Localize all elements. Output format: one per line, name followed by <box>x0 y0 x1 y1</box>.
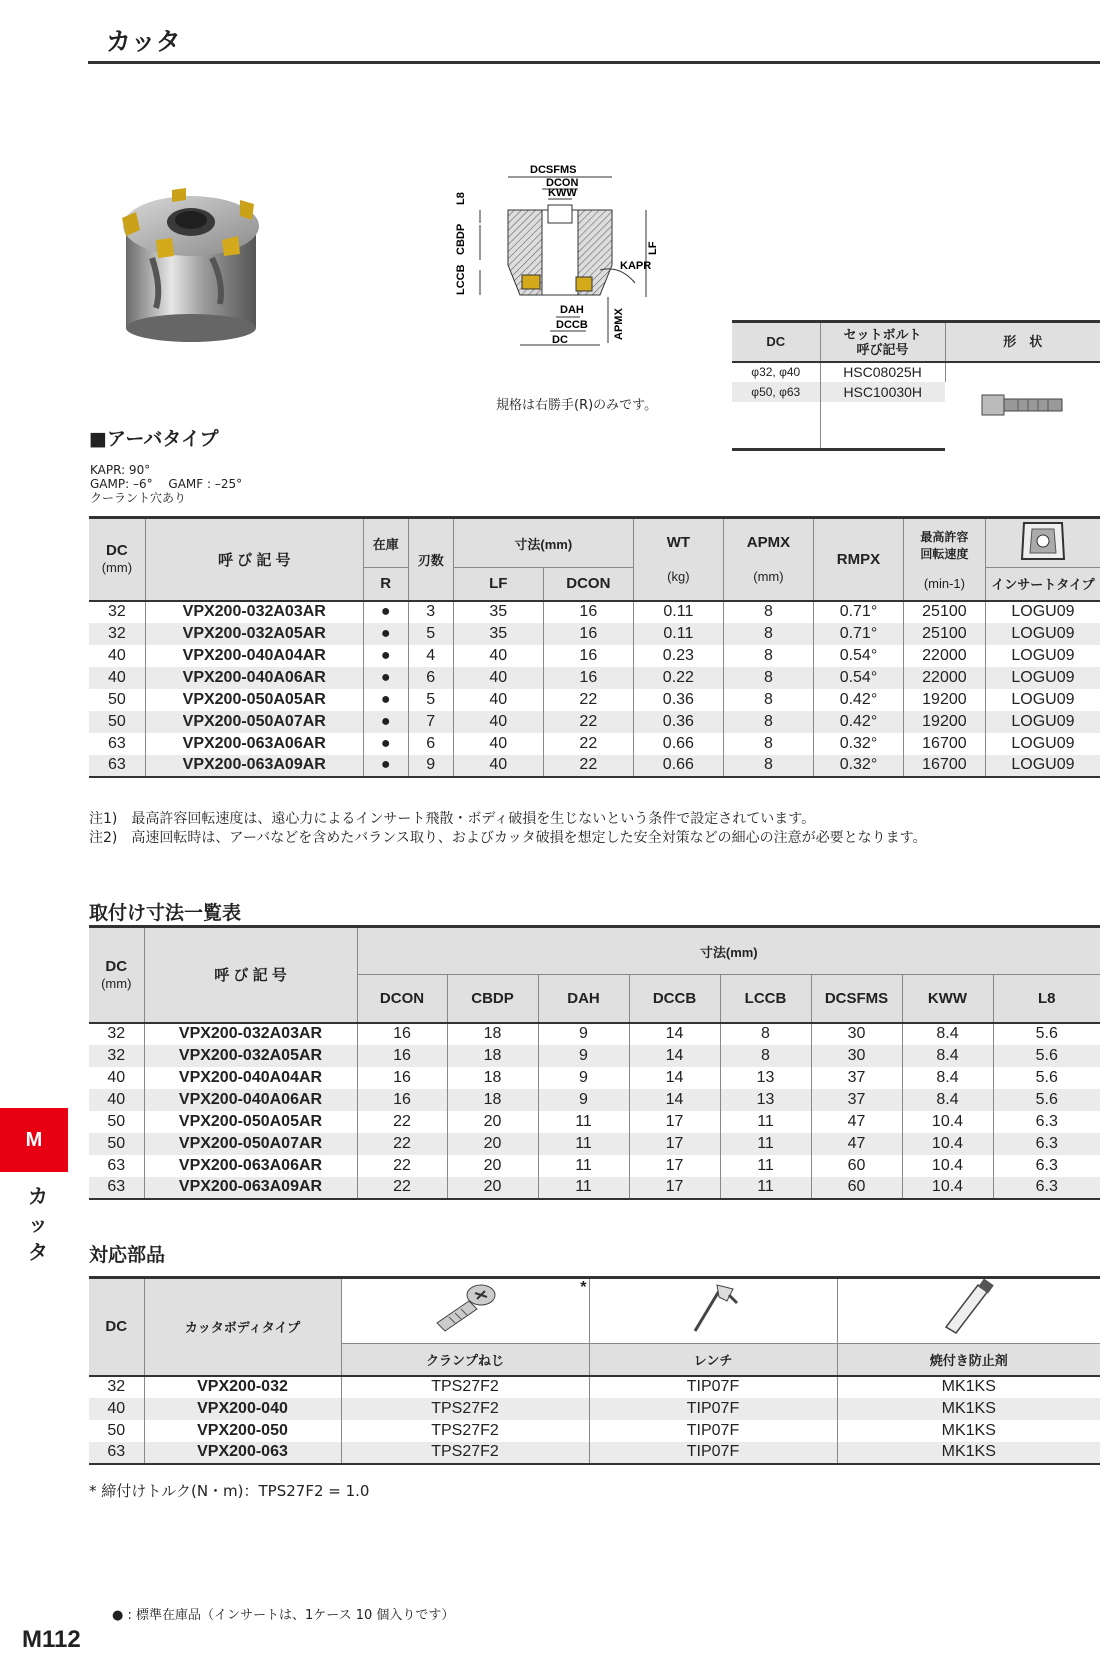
table-cell: 17 <box>629 1133 720 1155</box>
table-cell: 10.4 <box>902 1111 993 1133</box>
diagram-label-kww: KWW <box>548 187 577 199</box>
table-cell: VPX200-050A05AR <box>145 689 363 711</box>
table-cell: 8 <box>720 1045 811 1067</box>
table-cell: 22 <box>543 755 633 777</box>
table-cell: 40 <box>89 1067 144 1089</box>
table-cell: VPX200-032A05AR <box>144 1045 357 1067</box>
table-cell: 0.11 <box>633 623 723 645</box>
table-cell: 18 <box>447 1067 538 1089</box>
table-cell: MK1KS <box>941 1421 996 1439</box>
table-cell: 0.23 <box>633 645 723 667</box>
parts-table-body <box>89 1376 1100 1464</box>
bolt-dc: φ32, φ40 <box>732 362 820 382</box>
parts-col-grease-image <box>837 1278 1100 1344</box>
bolt-code: HSC08025H <box>820 362 945 382</box>
table-cell: 0.22 <box>633 667 723 689</box>
table-cell: 8 <box>723 667 813 689</box>
mount-col-dims: 寸法(mm) <box>357 927 1100 975</box>
table-cell: 6.3 <box>993 1133 1100 1155</box>
parts-title: 対応部品 <box>89 1244 166 1266</box>
parts-col-screw-image <box>341 1278 589 1344</box>
table-cell: ● <box>363 755 408 777</box>
table-cell: 9 <box>538 1067 629 1089</box>
col-dims: 寸法(mm) <box>453 518 633 568</box>
table-cell: TIP07F <box>589 1420 837 1442</box>
table-row <box>89 1023 1100 1045</box>
table-cell: 22 <box>357 1177 447 1199</box>
table-cell: 63 <box>89 1177 144 1199</box>
table-cell: 16700 <box>903 755 985 777</box>
table-cell: LOGU09 <box>985 623 1100 645</box>
table-cell: 11 <box>538 1155 629 1177</box>
table-cell: 9 <box>538 1023 629 1045</box>
table-cell: 8.4 <box>902 1023 993 1045</box>
table-cell: 37 <box>811 1089 902 1111</box>
col-code: 呼 び 記 号 <box>145 518 363 601</box>
table-cell: 11 <box>720 1177 811 1199</box>
torque-note: * 締付けトルク(N・m)：TPS27F2 = 1.0 <box>89 1482 370 1500</box>
table-row <box>89 1155 1100 1177</box>
table-cell: 63 <box>89 1442 144 1464</box>
mount-dims-title: 取付け寸法一覧表 <box>89 902 242 924</box>
table-cell: 40 <box>453 733 543 755</box>
section-tab-label: カッタ <box>28 1184 48 1264</box>
table-cell: VPX200-050A05AR <box>144 1111 357 1133</box>
table-cell: ● <box>363 645 408 667</box>
page-header <box>88 22 1100 64</box>
col-dcon: DCON <box>543 568 633 601</box>
table-cell: TPS27F2 <box>341 1442 589 1464</box>
spec-coolant: クーラント穴あり <box>90 491 187 505</box>
table-cell: 8 <box>723 733 813 755</box>
set-bolt-table <box>732 320 1100 451</box>
col-insert-image <box>985 518 1100 568</box>
diagram-label-dc: DC <box>552 334 568 346</box>
table-cell: 40 <box>453 711 543 733</box>
table-cell: 0.36 <box>633 689 723 711</box>
table-cell: 8 <box>723 755 813 777</box>
table-cell: 16 <box>543 645 633 667</box>
table-cell: 32 <box>89 1376 144 1398</box>
footer-note: ● : 標準在庫品（インサートは、1ケース 10 個入りです） <box>112 1608 455 1623</box>
table-cell: TIP07F <box>589 1442 837 1464</box>
table-cell: 3 <box>408 601 453 623</box>
mount-col-dah: DAH <box>538 975 629 1023</box>
table-cell: VPX200-040A06AR <box>144 1089 357 1111</box>
table-cell: 14 <box>629 1045 720 1067</box>
table-row <box>89 711 1100 733</box>
table-cell: 40 <box>453 667 543 689</box>
table-cell: 16 <box>543 601 633 623</box>
table-cell: VPX200-063A06AR <box>144 1155 357 1177</box>
col-stock: 在庫 <box>363 518 408 568</box>
table-row <box>89 1398 1100 1420</box>
table-cell: 0.36 <box>633 711 723 733</box>
notes <box>89 810 927 848</box>
table-cell: 40 <box>89 645 145 667</box>
table-cell: 8 <box>720 1023 811 1045</box>
table-cell: 16 <box>357 1067 447 1089</box>
table-cell: 20 <box>447 1155 538 1177</box>
table-cell: TPS27F2 <box>341 1398 589 1420</box>
table-cell: 8.4 <box>902 1045 993 1067</box>
table-cell: 8 <box>723 689 813 711</box>
table-cell: 18 <box>447 1045 538 1067</box>
table-cell: 16700 <box>903 733 985 755</box>
table-cell: 6 <box>408 667 453 689</box>
note-1: 注1) 最高許容回転速度は、遠心力によるインサート飛散・ボディ破損を生じないという条件で設定されています。 <box>89 811 816 827</box>
table-cell: 40 <box>453 689 543 711</box>
mount-col-cbdp: CBDP <box>447 975 538 1023</box>
table-cell: VPX200-040A04AR <box>144 1067 357 1089</box>
table-cell: ● <box>363 711 408 733</box>
table-cell: 40 <box>453 645 543 667</box>
table-row <box>89 667 1100 689</box>
parts-col-body: カッタボディタイプ <box>144 1278 341 1376</box>
table-cell: 40 <box>453 755 543 777</box>
table-cell: 20 <box>447 1133 538 1155</box>
table-cell: 0.71° <box>813 623 903 645</box>
table-cell: 13 <box>720 1089 811 1111</box>
table-cell: TIP07F <box>589 1376 837 1398</box>
table-cell: 8 <box>723 601 813 623</box>
table-cell: 17 <box>629 1111 720 1133</box>
table-cell: 22 <box>357 1111 447 1133</box>
table-row <box>89 1089 1100 1111</box>
table-cell: 6.3 <box>1035 1156 1058 1174</box>
parts-col-dc: DC <box>89 1278 144 1376</box>
diagram-label-cbdp: CBDP <box>455 223 467 255</box>
table-cell: ● <box>363 623 408 645</box>
table-cell: 0.66 <box>633 733 723 755</box>
table-cell: LOGU09 <box>985 667 1100 689</box>
table-cell: VPX200-050A07AR <box>144 1133 357 1155</box>
table-cell: 47 <box>811 1111 902 1133</box>
mount-col-dcsfms: DCSFMS <box>811 975 902 1023</box>
parts-col-grease: 焼付き防止剤 <box>837 1344 1100 1376</box>
diagram-label-kapr: KAPR <box>620 260 652 272</box>
table-row <box>89 601 1100 623</box>
table-row <box>89 1376 1100 1398</box>
table-row <box>89 689 1100 711</box>
table-cell: 60 <box>811 1177 902 1199</box>
table-cell: LOGU09 <box>1011 603 1075 620</box>
table-cell: 22 <box>357 1133 447 1155</box>
table-cell: 5.6 <box>1035 1068 1058 1086</box>
mount-col-dcon: DCON <box>357 975 447 1023</box>
mount-table-body <box>89 1023 1100 1199</box>
table-cell: 0.71° <box>813 601 903 623</box>
wrench-icon <box>683 1281 743 1337</box>
table-cell: 6.3 <box>1035 1112 1058 1130</box>
table-cell: 63 <box>89 733 145 755</box>
table-cell: VPX200-063 <box>144 1442 341 1464</box>
table-row <box>89 1177 1100 1199</box>
table-cell: 5 <box>408 623 453 645</box>
diagram-label-dccb: DCCB <box>556 319 588 331</box>
table-cell: ● <box>363 667 408 689</box>
bolt-shape-cell <box>945 362 1100 450</box>
col-wt: WT (kg) <box>633 518 723 601</box>
table-cell: 6.3 <box>993 1177 1100 1199</box>
insert-icon <box>1018 519 1068 563</box>
main-spec-table <box>89 516 1100 778</box>
diagram-label-apmx: APMX <box>613 308 625 340</box>
table-row <box>89 645 1100 667</box>
table-cell: 0.32° <box>813 733 903 755</box>
asterisk-mark: * <box>580 1279 587 1296</box>
cutter-dimension-diagram <box>455 164 720 365</box>
table-cell: 5 <box>408 689 453 711</box>
table-cell: 13 <box>720 1067 811 1089</box>
table-cell: VPX200-032A03AR <box>145 601 363 623</box>
col-rpm: 最高許容 回転速度 (min-1) <box>903 518 985 601</box>
table-cell: 9 <box>538 1089 629 1111</box>
table-cell: 19200 <box>903 689 985 711</box>
bolt-header-shape: 形 状 <box>945 322 1100 362</box>
table-cell: 32 <box>89 1023 144 1045</box>
table-cell: 47 <box>811 1133 902 1155</box>
table-cell: 18 <box>447 1023 538 1045</box>
table-cell: 11 <box>720 1133 811 1155</box>
table-row <box>89 1442 1100 1464</box>
table-cell: 25100 <box>903 623 985 645</box>
table-cell: 32 <box>89 1045 144 1067</box>
table-row <box>89 1045 1100 1067</box>
table-cell: 20 <box>447 1111 538 1133</box>
table-cell: 11 <box>538 1111 629 1133</box>
mount-col-dc: DC (mm) <box>89 927 144 1023</box>
cutter-product-image <box>112 178 272 348</box>
mount-col-dccb: DCCB <box>629 975 720 1023</box>
table-cell: VPX200-032 <box>144 1376 341 1398</box>
diagram-note: 規格は右勝手(R)のみです。 <box>496 398 658 413</box>
table-row <box>89 733 1100 755</box>
table-row <box>89 1420 1100 1442</box>
diagram-label-dcsfms: DCSFMS <box>530 164 577 176</box>
diagram-label-dah: DAH <box>560 304 584 316</box>
table-cell: 50 <box>89 711 145 733</box>
table-row <box>89 623 1100 645</box>
table-cell: 7 <box>408 711 453 733</box>
bolt-header-dc: DC <box>732 322 820 362</box>
table-cell: 0.54° <box>813 645 903 667</box>
table-cell: 63 <box>89 1155 144 1177</box>
col-dc: DC (mm) <box>89 518 145 601</box>
table-cell: TPS27F2 <box>341 1376 589 1398</box>
col-lf: LF <box>453 568 543 601</box>
table-cell: 50 <box>89 1420 144 1442</box>
bolt-dc: φ50, φ63 <box>732 382 820 402</box>
table-cell: 0.11 <box>633 601 723 623</box>
table-row <box>89 1067 1100 1089</box>
table-cell: VPX200-040A06AR <box>145 667 363 689</box>
table-cell: ● <box>363 689 408 711</box>
table-cell: 10.4 <box>902 1177 993 1199</box>
table-cell: 63 <box>89 755 145 777</box>
table-cell: 0.54° <box>813 667 903 689</box>
table-cell: 16 <box>357 1089 447 1111</box>
parts-col-wrench-image <box>589 1278 837 1344</box>
table-cell: 11 <box>538 1177 629 1199</box>
table-cell: 40 <box>89 1398 144 1420</box>
mount-dims-table <box>89 925 1100 1200</box>
table-cell: 14 <box>629 1023 720 1045</box>
table-cell: 8.4 <box>902 1067 993 1089</box>
bolt-code: HSC10030H <box>820 382 945 402</box>
table-cell: 37 <box>811 1067 902 1089</box>
table-cell: 60 <box>811 1155 902 1177</box>
col-apmx: APMX (mm) <box>723 518 813 601</box>
table-cell: 30 <box>811 1023 902 1045</box>
parts-table <box>89 1276 1100 1465</box>
table-cell: 30 <box>811 1045 902 1067</box>
table-cell: 32 <box>89 623 145 645</box>
table-cell: TPS27F2 <box>341 1420 589 1442</box>
table-cell: 22 <box>543 689 633 711</box>
table-cell: 0.66 <box>633 755 723 777</box>
table-cell: 0.42° <box>813 689 903 711</box>
table-cell: 11 <box>538 1133 629 1155</box>
table-cell: 20 <box>447 1177 538 1199</box>
table-cell: 32 <box>89 601 145 623</box>
col-stock-r: R <box>363 568 408 601</box>
table-cell: VPX200-040A04AR <box>145 645 363 667</box>
table-cell: 35 <box>453 601 543 623</box>
grease-tube-icon <box>934 1281 1004 1337</box>
page-number: M112 <box>22 1626 81 1653</box>
table-cell: 35 <box>453 623 543 645</box>
table-cell: 14 <box>629 1067 720 1089</box>
table-cell: ● <box>363 733 408 755</box>
table-cell: 22000 <box>903 667 985 689</box>
table-cell: 5.6 <box>993 1045 1100 1067</box>
table-row <box>89 1111 1100 1133</box>
table-cell: 18 <box>447 1089 538 1111</box>
table-cell: VPX200-032A03AR <box>144 1023 357 1045</box>
table-cell: 4 <box>408 645 453 667</box>
table-cell: 10.4 <box>902 1155 993 1177</box>
table-row <box>89 1133 1100 1155</box>
mount-col-lccb: LCCB <box>720 975 811 1023</box>
page-title: カッタ <box>106 27 181 56</box>
clamp-screw-icon <box>425 1281 505 1337</box>
table-cell: 8 <box>723 623 813 645</box>
table-cell: 5.6 <box>1035 1025 1058 1042</box>
table-cell: 9 <box>408 755 453 777</box>
mount-col-l8: L8 <box>993 975 1100 1023</box>
table-cell: 16 <box>543 623 633 645</box>
table-cell: LOGU09 <box>1011 690 1075 708</box>
table-cell: 22 <box>543 711 633 733</box>
col-teeth: 刃数 <box>408 518 453 601</box>
section-tab-m[interactable]: M <box>0 1108 68 1172</box>
table-cell: 0.32° <box>813 755 903 777</box>
table-cell: 14 <box>629 1089 720 1111</box>
table-cell: VPX200-032A05AR <box>145 623 363 645</box>
table-cell: 16 <box>357 1045 447 1067</box>
table-cell: 19200 <box>903 711 985 733</box>
table-cell: VPX200-050A07AR <box>145 711 363 733</box>
table-cell: 5.6 <box>993 1089 1100 1111</box>
note-2: 注2) 高速回転時は、アーバなどを含めたバランス取り、およびカッタ破損を想定した安全対策などの細心の注意が必要となります。 <box>89 830 927 846</box>
diagram-label-l8: L8 <box>455 192 467 205</box>
bolt-header-code: セットボルト 呼び記号 <box>820 322 945 362</box>
table-cell: ● <box>363 601 408 623</box>
table-cell: 40 <box>89 1089 144 1111</box>
parts-col-screw: クランプねじ <box>341 1344 589 1376</box>
table-cell: 16 <box>543 667 633 689</box>
diagram-label-dcon: DCON <box>546 177 579 189</box>
table-cell: 22 <box>543 733 633 755</box>
table-cell: LOGU09 <box>985 711 1100 733</box>
col-insert-type: インサートタイプ <box>985 568 1100 601</box>
table-cell: LOGU09 <box>985 755 1100 777</box>
table-cell: 10.4 <box>902 1133 993 1155</box>
col-rmpx: RMPX <box>813 518 903 601</box>
table-cell: MK1KS <box>941 1378 996 1395</box>
table-cell: 50 <box>89 1133 144 1155</box>
table-cell: 11 <box>720 1111 811 1133</box>
table-cell: 50 <box>89 1111 144 1133</box>
table-cell: MK1KS <box>837 1442 1100 1464</box>
table-cell: 11 <box>720 1155 811 1177</box>
table-cell: 8 <box>723 711 813 733</box>
table-cell: LOGU09 <box>1011 646 1075 664</box>
table-cell: 22 <box>357 1155 447 1177</box>
table-cell: MK1KS <box>837 1398 1100 1420</box>
table-cell: 17 <box>629 1155 720 1177</box>
table-cell: VPX200-063A09AR <box>144 1177 357 1199</box>
arbor-type-title: ■アーバタイプ <box>89 428 219 450</box>
table-cell: 8 <box>723 645 813 667</box>
bolt-icon <box>978 387 1068 423</box>
table-cell: LOGU09 <box>1011 734 1075 752</box>
table-cell: 16 <box>357 1023 447 1045</box>
table-cell: 40 <box>89 667 145 689</box>
table-cell: 8.4 <box>902 1089 993 1111</box>
diagram-label-lf: LF <box>647 241 659 255</box>
table-cell: 6 <box>408 733 453 755</box>
table-cell: TIP07F <box>589 1398 837 1420</box>
spec-kapr: KAPR: 90° <box>90 463 151 477</box>
diagram-label-lccb: LCCB <box>455 264 467 295</box>
table-cell: 25100 <box>903 601 985 623</box>
table-cell: 0.42° <box>813 711 903 733</box>
mount-col-code: 呼 び 記 号 <box>144 927 357 1023</box>
main-table-body <box>89 601 1100 777</box>
table-cell: 50 <box>89 689 145 711</box>
table-row <box>89 755 1100 777</box>
table-cell: VPX200-040 <box>144 1398 341 1420</box>
parts-col-wrench: レンチ <box>589 1344 837 1376</box>
table-cell: VPX200-063A09AR <box>145 755 363 777</box>
table-cell: 17 <box>629 1177 720 1199</box>
spec-gamp-gamf: GAMP: –6° GAMF : –25° <box>90 477 243 491</box>
arbor-spec-lines <box>90 463 242 505</box>
table-cell: 9 <box>538 1045 629 1067</box>
table-cell: VPX200-063A06AR <box>145 733 363 755</box>
mount-col-kww: KWW <box>902 975 993 1023</box>
table-cell: 22000 <box>903 645 985 667</box>
table-cell: VPX200-050 <box>144 1420 341 1442</box>
